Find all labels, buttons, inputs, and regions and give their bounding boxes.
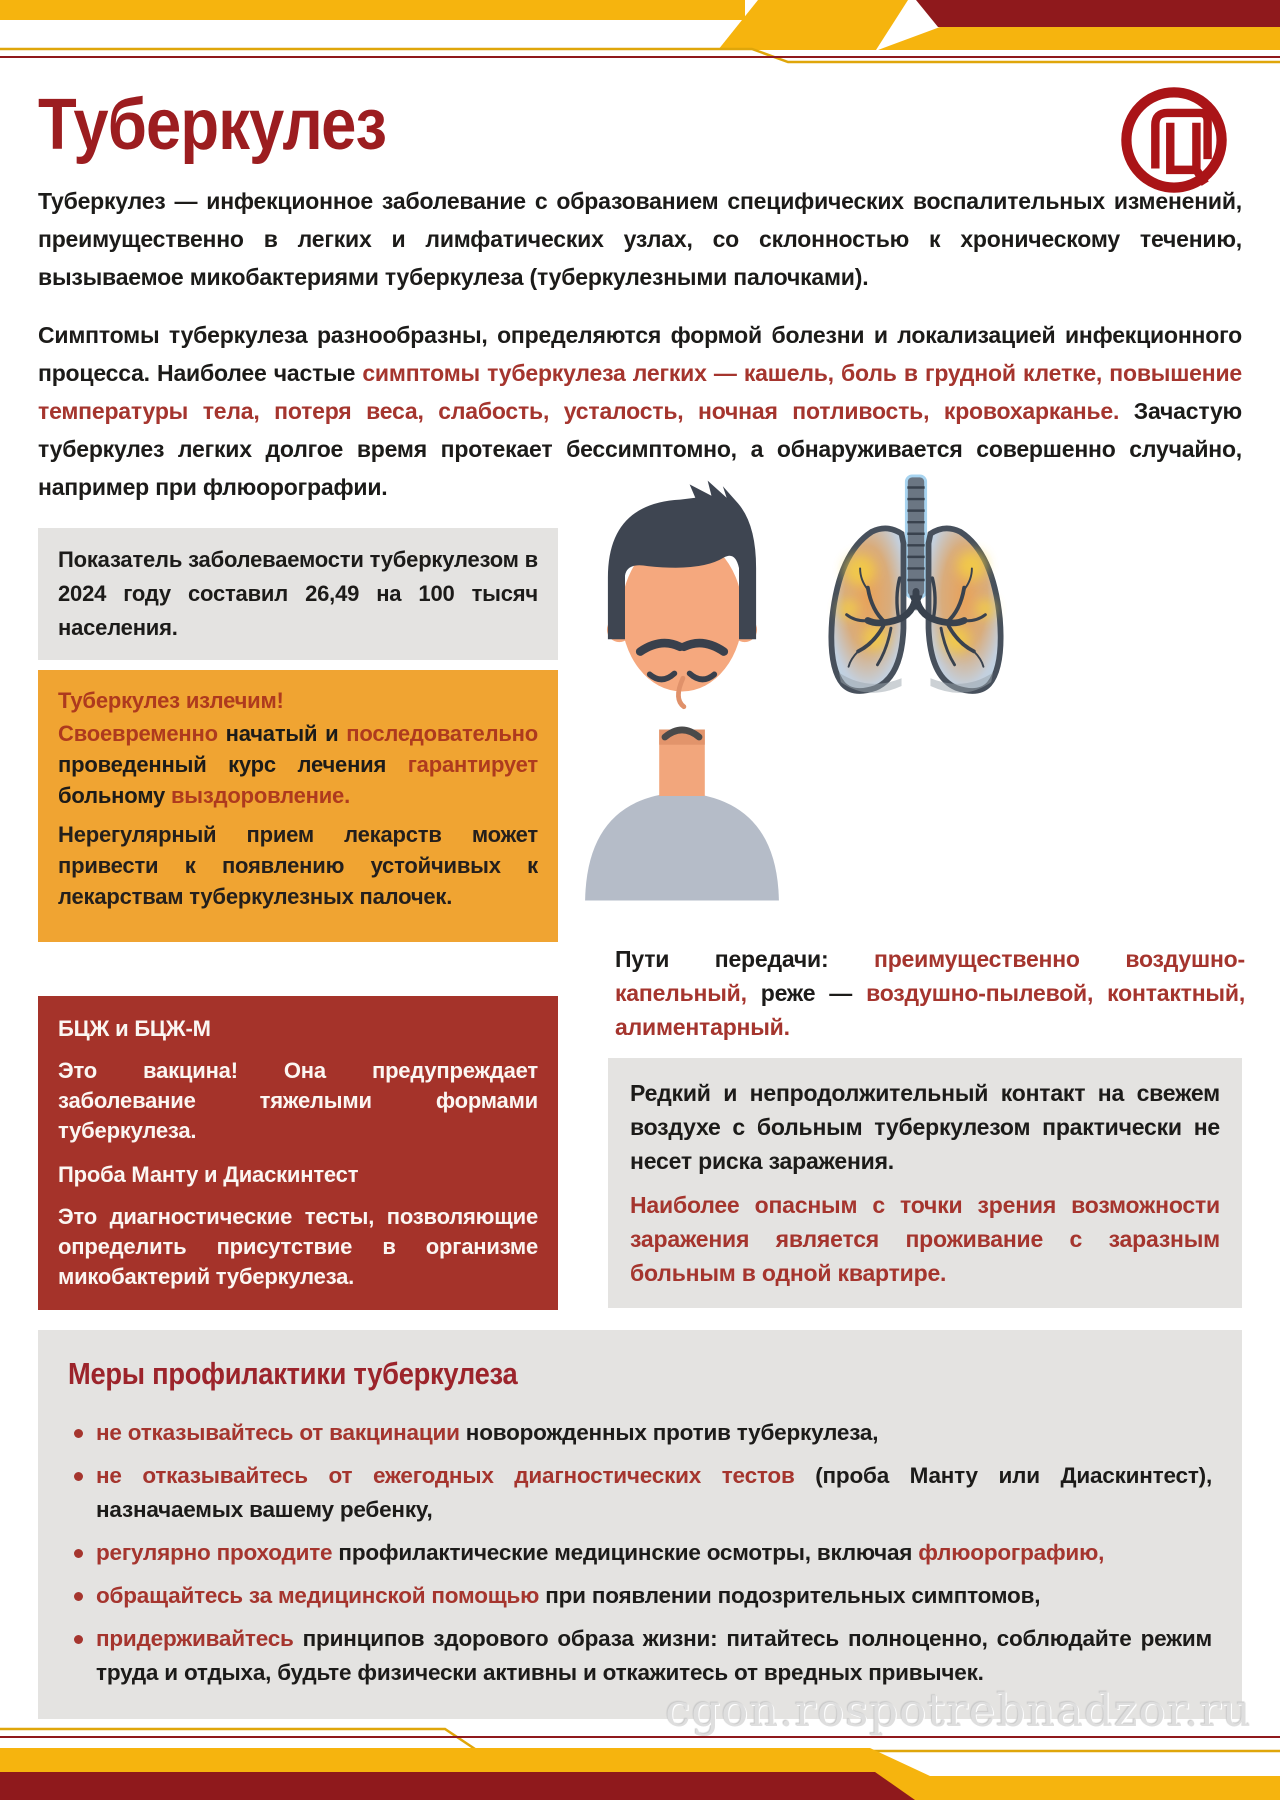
outdoor-contact-paragraph: Редкий и непродолжительный контакт на свежем воздухе с больным туберкулезом практически не несет риска заражения. [630,1080,1220,1174]
symptoms-paragraph: Симптомы туберкулеза разнообразны, определяются формой болезни и локализацией инфекционного процесса. Наиболее частые симптомы туберкулеза легких — кашель, боль в грудной клетке, повышение температуры тела, потеря веса, слабость, усталость, ночная потливость, кровохарканье. Зачастую туберкулез легких долгое время протекает бессимптомно, а обнаруживается совершенно случайно, например при флюорографии. [38,322,1242,500]
prevention-item: не отказывайтесь от ежегодных диагностических тестов (проба Манту или Диаскинтест), назначаемых вашему ребенку, [68,1459,1212,1527]
incidence-stat-box [38,528,558,660]
prevention-list [68,1416,1212,1690]
top-decoration [0,0,1280,72]
transmission-paragraph: Пути передачи: преимущественно воздушно-капельный, реже — воздушно-пылевой, контактный, алиментарный. [615,946,1246,1040]
bottom-decoration [0,1713,1280,1808]
sad-man-illustration [568,454,796,901]
prevention-item: не отказывайтесь от вакцинации новорожденных против туберкулеза, [68,1416,1212,1450]
mantoux-paragraph: Это диагностические тесты, позволяющие определить присутствие в организме микобактерий туберкулеза. [58,1204,538,1289]
illustration [552,448,1038,918]
page-title: Туберкулез [38,85,387,165]
intro-paragraph: Туберкулез — инфекционное заболевание с образованием специфических воспалительных изменений, преимущественно в легких и лимфатических узлах, со склонностью к хроническому течению, вызываемое микобактериями туберкулеза (туберкулезными палочками). [38,188,1242,290]
prevention-item: регулярно проходите профилактические медицинские осмотры, включая флюорографию, [68,1536,1212,1570]
mantoux-heading: Проба Манту и Диаскинтест [58,1162,359,1187]
bcg-vaccine-box [38,996,558,1310]
shared-apartment-paragraph: Наиболее опасным с точки зрения возможности заражения является проживание с заразным больным в одной квартире. [630,1192,1220,1286]
incidence-stat-text: Показатель заболеваемости туберкулезом в 2024 году составил 26,49 на 100 тысяч населения. [58,547,538,640]
irregular-treatment-paragraph: Нерегулярный прием лекарств может привести к появлению устойчивых к лекарствам туберкулезных палочек. [58,822,538,909]
prevention-heading: Меры профилактики туберкулеза [68,1356,518,1391]
watermark: cgon.rospotrebnadzor.ru [665,1684,1252,1737]
contact-risk-box [608,1058,1242,1308]
prevention-item: обращайтесь за медицинской помощью при появлении подозрительных симптомов, [68,1579,1212,1613]
prevention-box [38,1330,1242,1719]
lungs-illustration [810,474,1022,705]
curable-box [38,670,558,942]
bcg-paragraph: Это вакцина! Она предупреждает заболевание тяжелыми формами туберкулеза. [58,1058,538,1143]
curable-box-paragraph: Своевременно начатый и последовательно проведенный курс лечения гарантирует больному выздоровление. [58,721,538,808]
prevention-item: придерживайтесь принципов здорового образа жизни: питайтесь полноценно, соблюдайте режим труда и отдыха, будьте физически активны и откажитесь от вредных привычек. [68,1622,1212,1690]
cgon-logo-icon [1118,84,1230,196]
curable-box-heading: Туберкулез излечим! [58,688,284,713]
bcg-heading: БЦЖ и БЦЖ-М [58,1016,211,1041]
